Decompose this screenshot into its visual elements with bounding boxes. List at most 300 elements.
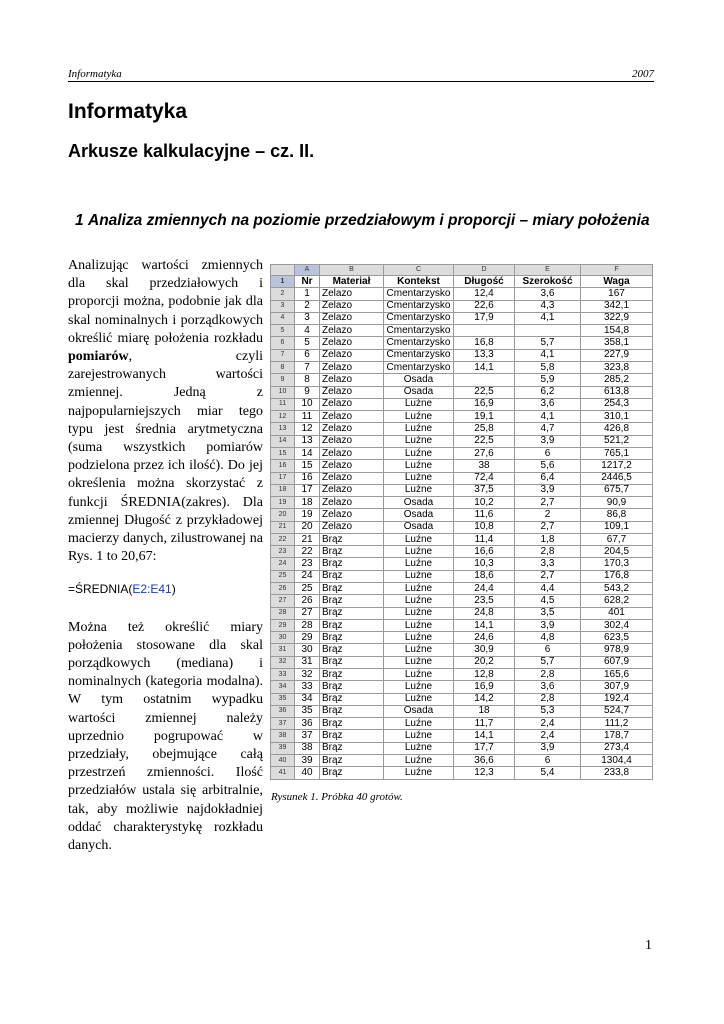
table-cell: 2,8 [515,693,581,705]
table-cell: Luźne [384,632,454,644]
row-number: 1 [271,276,295,288]
row-number: 25 [271,570,295,582]
table-row [271,583,653,595]
table-cell: 67,7 [581,533,653,545]
header-cell: Szerokość [515,276,581,288]
table-cell: Brąz [320,583,384,595]
paragraph-1-start: Analizując wartości zmiennych dla skal przedziałowych i proporcji można, podobnie jak dla skal nominalnych i porządkowych określić miarę położenia rozkładu [68,258,263,346]
table-cell: Osada [384,386,454,398]
table-cell: 5,4 [515,767,581,779]
figure-caption: Rysunek 1. Próbka 40 grotów. [271,791,403,803]
row-number: 39 [271,742,295,754]
table-cell: Brąz [320,607,384,619]
header-left-text: Informatyka [68,68,122,80]
table-cell: 4,1 [515,411,581,423]
table-cell: Luźne [384,533,454,545]
table-cell: 204,5 [581,546,653,558]
table-cell: 25 [295,583,320,595]
table-cell: 178,7 [581,730,653,742]
row-number: 23 [271,546,295,558]
table-cell: Brąz [320,669,384,681]
table-cell: 18,6 [454,570,515,582]
table-cell: 6 [515,644,581,656]
table-cell: Cmentarzysko [384,361,454,373]
table-row [271,484,653,496]
table-cell: 5,9 [515,374,581,386]
table-cell [454,374,515,386]
table-cell: 302,4 [581,619,653,631]
table-cell: 14 [295,447,320,459]
row-number: 37 [271,718,295,730]
sheet-corner [271,265,295,276]
table-row [271,361,653,373]
table-cell: 10 [295,398,320,410]
document-title: Informatyka [68,100,188,123]
table-row [271,730,653,742]
table-cell: 3,9 [515,742,581,754]
row-number: 20 [271,509,295,521]
table-cell: Brąz [320,570,384,582]
table-cell: 86,8 [581,509,653,521]
table-cell: 342,1 [581,300,653,312]
table-cell: 192,4 [581,693,653,705]
table-cell: 15 [295,460,320,472]
table-cell: 33 [295,681,320,693]
table-row [271,509,653,521]
table-cell: 20 [295,521,320,533]
table-row [271,754,653,766]
table-cell: 38 [295,742,320,754]
table-row [271,558,653,570]
table-row [271,570,653,582]
table-cell: 323,8 [581,361,653,373]
table-cell: 22 [295,546,320,558]
table-row [271,349,653,361]
table-cell: 233,8 [581,767,653,779]
row-number: 36 [271,705,295,717]
table-cell: Brąz [320,705,384,717]
table-cell: 5,3 [515,705,581,717]
table-cell: 9 [295,386,320,398]
table-cell: 30 [295,644,320,656]
table-cell: 167 [581,288,653,300]
table-cell: 358,1 [581,337,653,349]
table-row [271,423,653,435]
table-cell: 165,6 [581,669,653,681]
table-cell: 628,2 [581,595,653,607]
table-cell: 16,9 [454,681,515,693]
table-cell: 4,7 [515,423,581,435]
row-number: 24 [271,558,295,570]
table-row [271,435,653,447]
table-cell: 1,8 [515,533,581,545]
table-cell: 524,7 [581,705,653,717]
table-row [271,693,653,705]
table-cell: Żelazo [320,484,384,496]
row-number: 8 [271,361,295,373]
table-cell: 10,3 [454,558,515,570]
table-row [271,411,653,423]
table-cell: 19 [295,509,320,521]
table-cell: 14,1 [454,619,515,631]
table-cell: Żelazo [320,435,384,447]
table-row [271,447,653,459]
formula-range-ref: E2:E41 [132,582,172,597]
row-number: 19 [271,497,295,509]
table-cell: Luźne [384,669,454,681]
table-cell: 109,1 [581,521,653,533]
table-cell: 2,8 [515,546,581,558]
table-cell: 3,9 [515,435,581,447]
table-cell: 22,6 [454,300,515,312]
table-cell: 285,2 [581,374,653,386]
table-cell: Żelazo [320,411,384,423]
table-cell: Żelazo [320,312,384,324]
table-cell: 12,3 [454,767,515,779]
formula-suffix: ) [171,582,176,597]
row-number: 11 [271,398,295,410]
table-cell: Luźne [384,607,454,619]
table-cell: 111,2 [581,718,653,730]
table-cell: 14,1 [454,361,515,373]
table-cell: 4,1 [515,349,581,361]
table-cell: 6,4 [515,472,581,484]
table-cell: Osada [384,374,454,386]
table-row [271,705,653,717]
formula-prefix: =ŚREDNIA( [68,582,133,597]
table-cell: 11,6 [454,509,515,521]
table-cell: 17,7 [454,742,515,754]
header-cell: Nr [295,276,320,288]
table-cell: Brąz [320,644,384,656]
table-cell: 22,5 [454,435,515,447]
table-cell: Brąz [320,595,384,607]
page-number: 1 [645,938,652,953]
spreadsheet-figure [270,264,653,780]
section-number: 1 [75,212,84,229]
row-number: 6 [271,337,295,349]
table-row [271,386,653,398]
row-number: 2 [271,288,295,300]
column-letter: C [384,265,454,276]
table-cell: 5 [295,337,320,349]
table-cell: 7 [295,361,320,373]
table-cell: 16 [295,472,320,484]
table-cell: Osada [384,509,454,521]
table-cell: Luźne [384,767,454,779]
table-cell: 170,3 [581,558,653,570]
table-row [271,288,653,300]
table-cell: 30,9 [454,644,515,656]
table-cell: 2,7 [515,570,581,582]
table-cell: Luźne [384,595,454,607]
table-cell: 4,5 [515,595,581,607]
table-row [271,742,653,754]
table-row [271,718,653,730]
table-cell: 32 [295,669,320,681]
table-cell: 4,4 [515,583,581,595]
table-cell: 4,1 [515,312,581,324]
table-cell: 13 [295,435,320,447]
table-row [271,300,653,312]
table-cell: Luźne [384,754,454,766]
table-row [271,767,653,779]
table-cell: 5,6 [515,460,581,472]
table-row [271,632,653,644]
table-cell: Brąz [320,533,384,545]
table-cell: Żelazo [320,521,384,533]
table-cell: Brąz [320,767,384,779]
table-cell: 322,9 [581,312,653,324]
table-cell: Luźne [384,398,454,410]
table-cell: Brąz [320,558,384,570]
table-cell: 14,2 [454,693,515,705]
table-cell: Żelazo [320,472,384,484]
table-cell: 254,3 [581,398,653,410]
table-row [271,325,653,337]
row-number: 33 [271,669,295,681]
table-cell: Żelazo [320,460,384,472]
table-cell: Brąz [320,742,384,754]
header-cell: Waga [581,276,653,288]
table-row [271,337,653,349]
table-row [271,607,653,619]
table-cell: 3,6 [515,288,581,300]
row-number: 21 [271,521,295,533]
table-cell: 31 [295,656,320,668]
table-cell: Żelazo [320,288,384,300]
table-cell: 11,4 [454,533,515,545]
table-cell: 176,8 [581,570,653,582]
table-cell: Żelazo [320,349,384,361]
table-cell: Żelazo [320,361,384,373]
table-cell: 426,8 [581,423,653,435]
table-cell: Brąz [320,546,384,558]
table-row [271,398,653,410]
table-row [271,656,653,668]
paragraph-2: Można też określić miary położenia stosowane dla skal porządkowych (mediana) i nominalnych (kategoria modalna). W tym ostatnim wypadku wartości zmiennej należy uprzednio pogrupować w przedziały, obejmujące całą przestrzeń zmienności. Ilość przedziałów ustala się arbitralnie, tak, aby możliwie najdokładniej oddać charakterystykę rozkładu danych. [68,619,263,854]
table-cell: 27,6 [454,447,515,459]
table-cell: 37,5 [454,484,515,496]
table-cell: 1 [295,288,320,300]
table-cell: Luźne [384,681,454,693]
table-row [271,374,653,386]
table-cell: 25,8 [454,423,515,435]
table-row [271,681,653,693]
table-cell: 14,1 [454,730,515,742]
table-cell: Osada [384,521,454,533]
table-cell: 24,8 [454,607,515,619]
table-cell: 3,6 [515,681,581,693]
row-number: 32 [271,656,295,668]
header-cell: Kontekst [384,276,454,288]
table-cell: 40 [295,767,320,779]
row-number: 10 [271,386,295,398]
table-cell: Osada [384,705,454,717]
table-cell: 1217,2 [581,460,653,472]
table-cell: Cmentarzysko [384,337,454,349]
table-cell: 2,4 [515,718,581,730]
row-number: 16 [271,460,295,472]
table-cell: 2 [515,509,581,521]
row-number: 41 [271,767,295,779]
table-cell: Luźne [384,742,454,754]
table-cell: 5,8 [515,361,581,373]
column-letter: E [515,265,581,276]
table-row [271,669,653,681]
table-cell: 26 [295,595,320,607]
table-row [271,595,653,607]
table-cell: 38 [454,460,515,472]
table-cell: 21 [295,533,320,545]
row-number: 3 [271,300,295,312]
paragraph-1-end: , czyli zarejestrowanych wartości zmiennej. Jedną z najpopularniejszych miar tego typu jest średnia arytmetyczna (suma wszystkich pomiarów podzielona przez ich ilość). Do jej określenia można skorzystać z funkcji ŚREDNIA(zakres). Dla zmiennej Długość z przykładowej macierzy danych, zilustrowanej na Rys. 1 to 20,67: [68,349,263,565]
table-cell: Cmentarzysko [384,325,454,337]
table-row [271,533,653,545]
table-cell: Brąz [320,681,384,693]
row-number: 27 [271,595,295,607]
table-cell: Luźne [384,435,454,447]
table-cell [454,325,515,337]
column-letter: F [581,265,653,276]
table-cell: 4,8 [515,632,581,644]
table-cell: Żelazo [320,325,384,337]
table-cell: 607,9 [581,656,653,668]
table-cell: 16,8 [454,337,515,349]
table-cell: 3,5 [515,607,581,619]
table-row [271,619,653,631]
table-cell: 4 [295,325,320,337]
table-cell: 12 [295,423,320,435]
row-number: 34 [271,681,295,693]
table-cell: 24 [295,570,320,582]
body-text-column [68,257,263,855]
table-cell: Cmentarzysko [384,312,454,324]
table-cell: 23,5 [454,595,515,607]
table-cell: 19,1 [454,411,515,423]
table-cell: Żelazo [320,423,384,435]
table-cell: Luźne [384,460,454,472]
table-cell: 35 [295,705,320,717]
table-cell: 2,8 [515,669,581,681]
row-number: 29 [271,619,295,631]
table-cell: Żelazo [320,300,384,312]
table-cell: Luźne [384,693,454,705]
table-cell: 34 [295,693,320,705]
column-letter: B [320,265,384,276]
table-cell: Brąz [320,730,384,742]
table-cell: 27 [295,607,320,619]
table-cell: 2 [295,300,320,312]
table-cell: Luźne [384,619,454,631]
row-number: 18 [271,484,295,496]
table-cell: 16,6 [454,546,515,558]
table-cell: 29 [295,632,320,644]
table-cell: 39 [295,754,320,766]
row-number: 17 [271,472,295,484]
table-cell: 978,9 [581,644,653,656]
table-cell: Luźne [384,411,454,423]
table-cell: Brąz [320,656,384,668]
table-cell: 20,2 [454,656,515,668]
table-cell: Luźne [384,718,454,730]
table-cell: 6 [515,754,581,766]
table-cell: Luźne [384,570,454,582]
table-cell: 37 [295,730,320,742]
table-cell: Żelazo [320,398,384,410]
table-cell: 11,7 [454,718,515,730]
table-cell: Żelazo [320,374,384,386]
table-cell: Cmentarzysko [384,349,454,361]
paragraph-1 [68,257,263,566]
table-cell: Żelazo [320,509,384,521]
table-cell: 310,1 [581,411,653,423]
table-cell: 227,9 [581,349,653,361]
table-row [271,546,653,558]
table-cell: 2,4 [515,730,581,742]
header-cell: Długość [454,276,515,288]
row-number: 38 [271,730,295,742]
table-cell: 24,4 [454,583,515,595]
table-cell: 17 [295,484,320,496]
table-cell: Cmentarzysko [384,288,454,300]
table-cell: 623,5 [581,632,653,644]
table-cell: 22,5 [454,386,515,398]
table-cell: 18 [454,705,515,717]
table-cell: 3,3 [515,558,581,570]
table-cell: Osada [384,497,454,509]
table-cell [515,325,581,337]
row-number: 40 [271,754,295,766]
table-row [271,460,653,472]
table-cell: Luźne [384,447,454,459]
table-cell: 72,4 [454,472,515,484]
column-letter: D [454,265,515,276]
table-cell: Żelazo [320,386,384,398]
table-cell: 3 [295,312,320,324]
table-cell: Luźne [384,656,454,668]
row-number: 31 [271,644,295,656]
row-number: 35 [271,693,295,705]
column-letter: A [295,265,320,276]
table-cell: Cmentarzysko [384,300,454,312]
table-cell: 5,7 [515,656,581,668]
table-cell: Brąz [320,693,384,705]
table-cell: 154,8 [581,325,653,337]
table-row [271,472,653,484]
table-cell: 273,4 [581,742,653,754]
table-cell: 11 [295,411,320,423]
table-cell: Brąz [320,619,384,631]
table-cell: Luźne [384,484,454,496]
table-cell: Żelazo [320,337,384,349]
section-heading [75,211,653,231]
table-cell: 2,7 [515,521,581,533]
header-cell: Materiał [320,276,384,288]
row-number: 13 [271,423,295,435]
table-cell: 28 [295,619,320,631]
row-number: 14 [271,435,295,447]
table-cell: 8 [295,374,320,386]
table-cell: 6 [515,447,581,459]
table-cell: 17,9 [454,312,515,324]
table-cell: Żelazo [320,497,384,509]
table-cell: 4,3 [515,300,581,312]
table-cell: Luźne [384,583,454,595]
table-row [271,644,653,656]
column-header-row [271,265,653,276]
row-number: 28 [271,607,295,619]
